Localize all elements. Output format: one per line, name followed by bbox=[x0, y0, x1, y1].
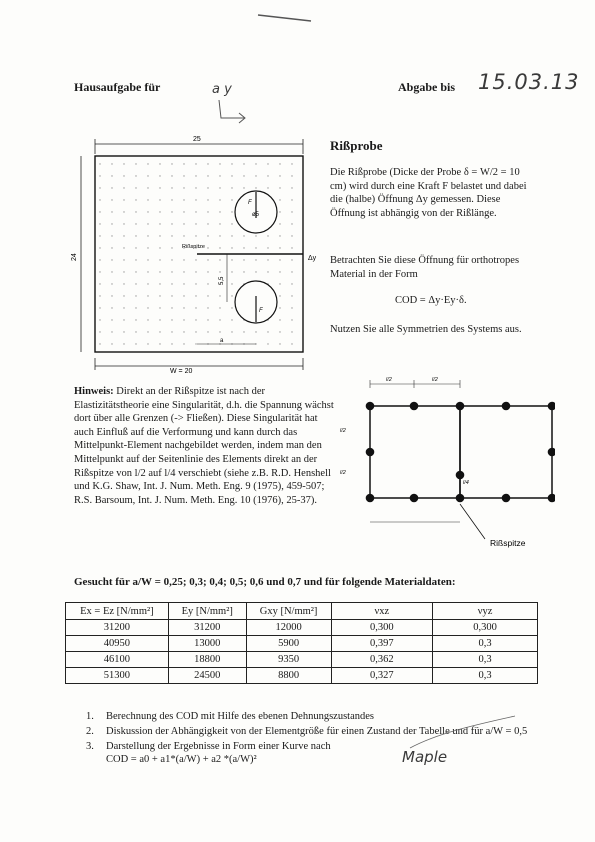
table-cell: 12000 bbox=[246, 620, 331, 636]
dim-l-half-left-2: l/2 bbox=[340, 470, 346, 476]
table-cell: 40950 bbox=[66, 636, 169, 652]
dim-l-half-left-1: l/2 bbox=[340, 428, 346, 434]
table-cell: 9350 bbox=[246, 652, 331, 668]
task-number: 3. bbox=[86, 741, 94, 752]
table-cell: 31200 bbox=[66, 620, 169, 636]
task-formula: COD = a0 + a1*(a/W) + a2 *(a/W)² bbox=[106, 754, 257, 765]
handwritten-note: a y bbox=[212, 82, 232, 97]
table-header-row bbox=[66, 603, 538, 620]
table-cell: 0,362 bbox=[331, 652, 433, 668]
dim-5-5-label: 5,5 bbox=[219, 276, 225, 285]
table-cell: 31200 bbox=[168, 620, 246, 636]
force-label-lower: F bbox=[259, 308, 263, 314]
specimen-drawing bbox=[70, 134, 332, 374]
col-header-ex: Ex = Ez [N/mm²] bbox=[66, 603, 169, 620]
search-line: Gesucht für a/W = 0,25; 0,3; 0,4; 0,5; 0,6 und 0,7 und für folgende Materialdaten: bbox=[74, 576, 456, 588]
symmetry-text: Nutzen Sie alle Symmetrien des Systems aus. bbox=[330, 324, 522, 335]
table-cell: 0,3 bbox=[433, 636, 538, 652]
header-left-label: Hausaufgabe für bbox=[74, 80, 161, 94]
table-cell: 0,327 bbox=[331, 668, 433, 684]
hole-diameter-label: ø5 bbox=[252, 212, 260, 218]
task-text: Darstellung der Ergebnisse in Form einer Kurve nach bbox=[106, 741, 331, 752]
handwritten-date: 15.03.13 bbox=[478, 70, 580, 94]
hint-label: Hinweis: bbox=[74, 386, 114, 397]
pen-stroke-mark bbox=[255, 10, 315, 26]
header-right-label: Abgabe bis bbox=[398, 80, 456, 94]
element-crack-tip-label: Rißspitze bbox=[490, 538, 526, 548]
col-header-ey: Ey [N/mm²] bbox=[168, 603, 246, 620]
crack-tip-pointer bbox=[460, 504, 485, 539]
force-label-upper: F bbox=[248, 200, 252, 206]
handwritten-maple: Maple bbox=[402, 748, 448, 766]
page-title: Rißprobe bbox=[330, 138, 383, 153]
table-cell: 8800 bbox=[246, 668, 331, 684]
cod-formula: COD = Δy·Ey·δ. bbox=[395, 295, 467, 306]
dim-left-label: 24 bbox=[71, 253, 78, 261]
task-text: Berechnung des COD mit Hilfe des ebenen Dehnungszustandes bbox=[106, 711, 374, 722]
table-cell: 5900 bbox=[246, 636, 331, 652]
dim-l-quarter: l/4 bbox=[463, 480, 469, 486]
element-diagram bbox=[340, 374, 555, 552]
handwritten-arrow bbox=[215, 98, 255, 124]
task-text: Diskussion der Abhängigkeit von der Elementgröße für einen Zustand der Tabelle und für a/W = 0,5 bbox=[106, 726, 528, 737]
table-cell: 13000 bbox=[168, 636, 246, 652]
dim-bottom-label: W = 20 bbox=[170, 368, 193, 374]
element-left bbox=[370, 406, 460, 498]
intro-text: Die Rißprobe (Dicke der Probe δ = W/2 = 10 cm) wird durch eine Kraft F belastet und dabei die (halbe) Öffnung Δy gemessen. Diese Öffnung ist abhängig von der Rißlänge. bbox=[330, 167, 527, 219]
table-cell: 46100 bbox=[66, 652, 169, 668]
table-cell: 0,3 bbox=[433, 652, 538, 668]
dim-l-half-top-1: l/2 bbox=[386, 377, 392, 383]
table-cell: 51300 bbox=[66, 668, 169, 684]
col-header-nu-xz: νxz bbox=[331, 603, 433, 620]
table-row bbox=[66, 668, 538, 684]
delta-y-label: Δy bbox=[308, 255, 317, 262]
table-row bbox=[66, 620, 538, 636]
hint-text: Direkt an der Rißspitze ist nach der Elastizitätstheorie eine Singularität, d.h. die Spannung wächst dort über alle Grenzen (-> Fließen). Diese Singularität hat auch Einfluß auf die Verformung und kann durch das Mittelpunkt-Element nachgebildet werden, indem man den Mittelpunkt auf der Seitenlinie des Elements direkt an der Rißspitze von l/2 auf l/4 verschiebt (siehe z.B. R.D. Henshell und K.G. Shaw, Int. J. Num. Meth. Eng. 9 (1975), 459-507; R.S. Barsoum, Int. J. Num. Meth. Eng. 10 (1976), 25-37). bbox=[74, 386, 334, 506]
task-number: 2. bbox=[86, 726, 94, 737]
table-row bbox=[66, 652, 538, 668]
handwritten-curve bbox=[400, 712, 520, 752]
table-cell: 24500 bbox=[168, 668, 246, 684]
table-cell: 18800 bbox=[168, 652, 246, 668]
dim-a-label: a bbox=[220, 338, 224, 344]
col-header-nu-yz: νyz bbox=[433, 603, 538, 620]
material-table bbox=[65, 602, 538, 684]
table-cell: 0,3 bbox=[433, 668, 538, 684]
crack-tip-label: Rißspitze bbox=[182, 244, 205, 250]
element-right bbox=[460, 406, 552, 498]
task-number: 1. bbox=[86, 711, 94, 722]
dim-top-label: 25 bbox=[193, 136, 201, 143]
table-cell: 0,300 bbox=[331, 620, 433, 636]
dim-l-half-top-2: l/2 bbox=[432, 377, 438, 383]
table-cell: 0,300 bbox=[433, 620, 538, 636]
orthotropic-text: Betrachten Sie diese Öffnung für orthotropes Material in der Form bbox=[330, 255, 520, 280]
table-row bbox=[66, 636, 538, 652]
col-header-gxy: Gxy [N/mm²] bbox=[246, 603, 331, 620]
table-cell: 0,397 bbox=[331, 636, 433, 652]
hint-paragraph bbox=[74, 385, 336, 507]
